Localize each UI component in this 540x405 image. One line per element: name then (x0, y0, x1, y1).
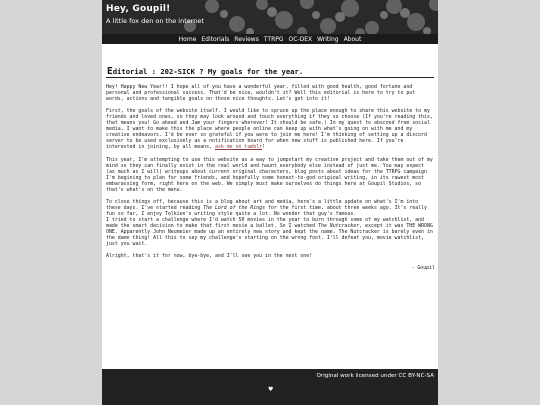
paragraph-intro: Hey! Happy New Year!! I hope all of you have a wonderful year, filled with good health, good fortune and personal and professional success. That'd be nice, wouldn't it? Well this editorial is here to try to put words, actions and tangible goals on those nice thoughts. Let's get into it! (106, 84, 416, 103)
nav-item-editorials[interactable]: Editorials (201, 35, 230, 43)
paragraph-website-goals-end: ! (262, 144, 266, 151)
site-title[interactable]: Hey, Goupil! (106, 4, 171, 14)
media-update-text-c: I tried to start a challenge where I'd watch 50 movies in the year to burn through some of my watchlist, and made the smart decision to make that first movie a ballet. So I watched (106, 217, 424, 230)
nav-item-about[interactable]: About (343, 35, 362, 43)
media-update-text-d: , except it was THE WRONG ONE. Apparently John Neumeier made up an entirely new story and kept the name. The Nutcracker is barely even in the damn thing! All this to say my challenge's starting on the wrong foot. I'll defeat you, movie watchlist, just you wait. (106, 223, 433, 248)
nav-item-ttrpg[interactable]: TTRPG (263, 35, 284, 43)
media-update-text-a: To close things off, because this is a blog about art and media, here's a little update on what's I'm into these days. I've started reading (106, 198, 419, 211)
main-content (102, 44, 438, 369)
site-footer (102, 369, 438, 405)
site-banner (102, 0, 438, 34)
paragraph-media-update (106, 199, 435, 247)
media-update-text-b: for the first time, about three weeks ago. It's really fun so far, I enjoy Tolkien's writing style quite a lot. No wonder that guy's famous. (106, 204, 427, 217)
title-divider (106, 77, 434, 78)
title-text: ditorial : 202-SICK ? My goals for the year. (112, 67, 304, 76)
book-title: The Lord of the Rings (203, 204, 266, 211)
license-notice: Original work licensed under CC BY-NC-SA (316, 373, 434, 379)
nav-item-writing[interactable]: Writing (317, 35, 339, 43)
paragraph-creative-goals: This year, I'm attempting to use this website as a way to jumpstart my creative project and take them out of my mind so they can finally exist in the real world and haunt everybody else instead of just me. You may expect (as much as I will) writeups about current original characters, blog posts about ideas for the TTRPG campaign I'm begining to plan for some friends, and hopefully some honest-to-god original writing, in its rawest most embarassing form, right here on the web. We simply must make ourselves do things here at Goupil Studios, so that's what's on the menu. (106, 156, 433, 193)
paragraph-closing: Alright, that's it for now, bye-bye, and I'll see you in the next one! (106, 253, 313, 260)
tumblr-link[interactable]: ask me on tumblr (214, 144, 263, 151)
author-signoff: - Goupil (411, 265, 435, 272)
editorial-article (106, 84, 435, 278)
movie-title: The Nutcracker (318, 223, 360, 230)
page-title (107, 66, 303, 77)
title-initial: E (107, 66, 113, 77)
site-tagline: A little fox den on the internet (106, 17, 204, 25)
nav-item-reviews[interactable]: Reviews (234, 35, 259, 43)
main-nav (102, 34, 438, 44)
paragraph-website-goals (106, 108, 435, 150)
nav-item-oc-dex[interactable]: OC-DEX (288, 35, 313, 43)
paragraph-website-goals-text: First, the goals of the website itself. I would like to spruce up the place enough to share this website to my friends and loved ones, so they may look around and touch everything if they so choose (If you're reading this, that means you! Go ahead and Jam your fingers wherever! It should be safe.) In my quest to abscond from social media, I want to make this the place where people online can keep up with what's going on with me and my creative endeavors. I'd be ever so grateful if you were to join me here! I'm thinking of setting up a discord server to be used exclusively as a notification board for when new stuff is published here. If you're interested in joining, by all means, (106, 108, 433, 151)
nav-item-home[interactable]: Home (178, 35, 197, 43)
heart-icon: ♥ (268, 386, 274, 393)
